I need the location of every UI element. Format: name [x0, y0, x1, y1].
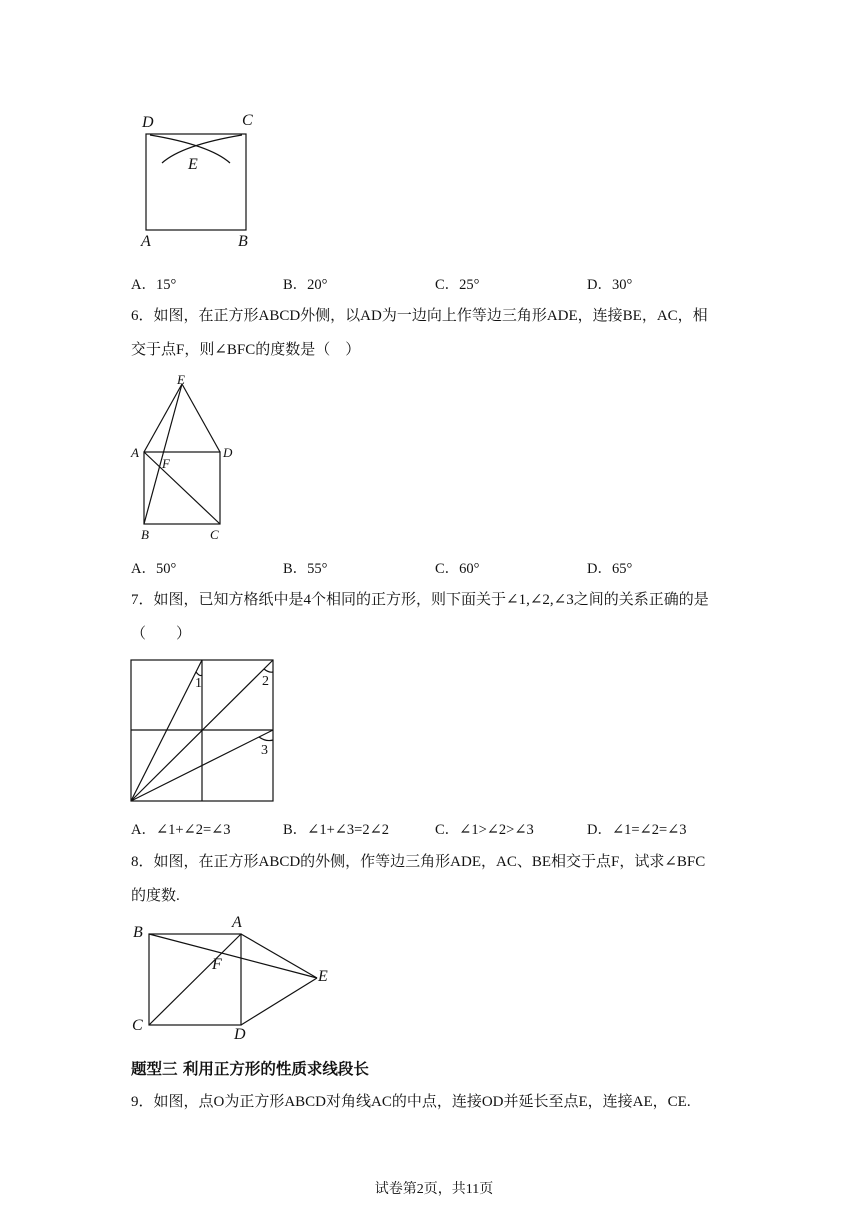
- q7-stem-line2: （ ）: [131, 626, 192, 642]
- option-letter: B．: [283, 277, 308, 293]
- option-value: ∠1>∠2>∠3: [459, 822, 534, 838]
- q6-option-d[interactable]: [587, 557, 632, 578]
- figure-q7-svg: [125, 655, 285, 810]
- option-value: 50°: [155, 561, 177, 577]
- q5-option-d[interactable]: [587, 273, 632, 294]
- angle-label-3: 3: [261, 743, 268, 758]
- label-b: B: [141, 527, 149, 542]
- q6-option-a[interactable]: [131, 557, 176, 578]
- q8-stem-line2: 的度数.: [131, 888, 180, 904]
- figure-q5: [130, 105, 270, 255]
- option-value: 65°: [611, 561, 633, 577]
- label-c: C: [242, 112, 253, 129]
- side-ae: [144, 384, 182, 452]
- option-letter: D．: [587, 277, 612, 293]
- section-heading: 题型三 利用正方形的性质求线段长: [131, 1060, 369, 1078]
- q6-stem-line2: 交于点F，则∠BFC的度数是（ ）: [131, 342, 361, 358]
- segment-be: [144, 384, 182, 524]
- label-c: C: [132, 1017, 143, 1034]
- angle-label-1: 1: [195, 676, 202, 691]
- option-letter: A．: [131, 561, 156, 577]
- label-e: E: [177, 372, 185, 387]
- option-value: 30°: [611, 277, 633, 293]
- option-value: ∠1+∠2=∠3: [155, 822, 231, 838]
- q5-option-a[interactable]: [131, 273, 176, 294]
- label-b: B: [238, 233, 248, 250]
- figure-q7: [125, 655, 285, 810]
- q7-option-b[interactable]: [283, 818, 389, 839]
- angle-arc-3: [259, 737, 273, 741]
- option-letter: D．: [587, 561, 612, 577]
- option-letter: C．: [435, 561, 460, 577]
- option-value: 20°: [307, 277, 328, 293]
- figure-q8: [125, 912, 345, 1047]
- side-de: [182, 384, 220, 452]
- label-e: E: [318, 968, 328, 985]
- q5-option-b[interactable]: [283, 273, 327, 294]
- option-value: ∠1=∠2=∠3: [611, 822, 687, 838]
- option-letter: D．: [587, 822, 612, 838]
- label-f: F: [162, 456, 170, 471]
- option-letter: C．: [435, 822, 460, 838]
- label-d: D: [223, 445, 233, 460]
- option-letter: B．: [283, 822, 308, 838]
- option-letter: C．: [435, 277, 460, 293]
- q6-option-b[interactable]: [283, 557, 327, 578]
- q6-option-c[interactable]: [435, 557, 479, 578]
- label-c: C: [210, 527, 219, 542]
- q9-stem-line1: 9．如图，点O为正方形ABCD对角线AC的中点，连接OD并延长至点E，连接AE，CE.: [131, 1094, 691, 1110]
- option-value: 25°: [459, 277, 480, 293]
- option-value: 15°: [155, 277, 177, 293]
- option-value: ∠1+∠3=2∠2: [307, 822, 389, 838]
- label-e: E: [188, 156, 198, 173]
- side-de: [241, 978, 317, 1025]
- option-value: 60°: [459, 561, 480, 577]
- q7-option-d[interactable]: [587, 818, 687, 839]
- q5-option-c[interactable]: [435, 273, 479, 294]
- label-a: A: [232, 914, 242, 931]
- label-a: A: [131, 445, 139, 460]
- label-d: D: [234, 1026, 246, 1043]
- option-value: 55°: [307, 561, 328, 577]
- figure-q6: [128, 370, 248, 545]
- diagonal-ac: [149, 934, 241, 1025]
- option-letter: A．: [131, 822, 156, 838]
- q7-option-c[interactable]: [435, 818, 534, 839]
- label-f: F: [212, 956, 222, 973]
- q8-stem-line1: 8．如图，在正方形ABCD的外侧，作等边三角形ADE，AC、BE相交于点F，试求∠BFC: [131, 854, 706, 870]
- option-letter: A．: [131, 277, 156, 293]
- angle-arc-2: [264, 669, 273, 672]
- label-d: D: [142, 114, 154, 131]
- diagonal-ac: [144, 452, 220, 524]
- segment-be: [149, 934, 317, 978]
- angle-label-2: 2: [262, 674, 269, 689]
- side-ae: [241, 934, 317, 978]
- option-letter: B．: [283, 561, 308, 577]
- page-footer: 试卷第2页，共11页: [374, 1182, 494, 1197]
- square-abcd: [146, 134, 246, 230]
- label-b: B: [133, 924, 143, 941]
- label-a: A: [141, 233, 151, 250]
- q7-stem-line1: 7．如图，已知方格纸中是4个相同的正方形，则下面关于∠1,∠2,∠3之间的关系正确的是: [131, 592, 709, 608]
- q7-option-a[interactable]: [131, 818, 231, 839]
- q6-stem-line1: 6．如图，在正方形ABCD外侧，以AD为一边向上作等边三角形ADE，连接BE，AC，相: [131, 308, 708, 324]
